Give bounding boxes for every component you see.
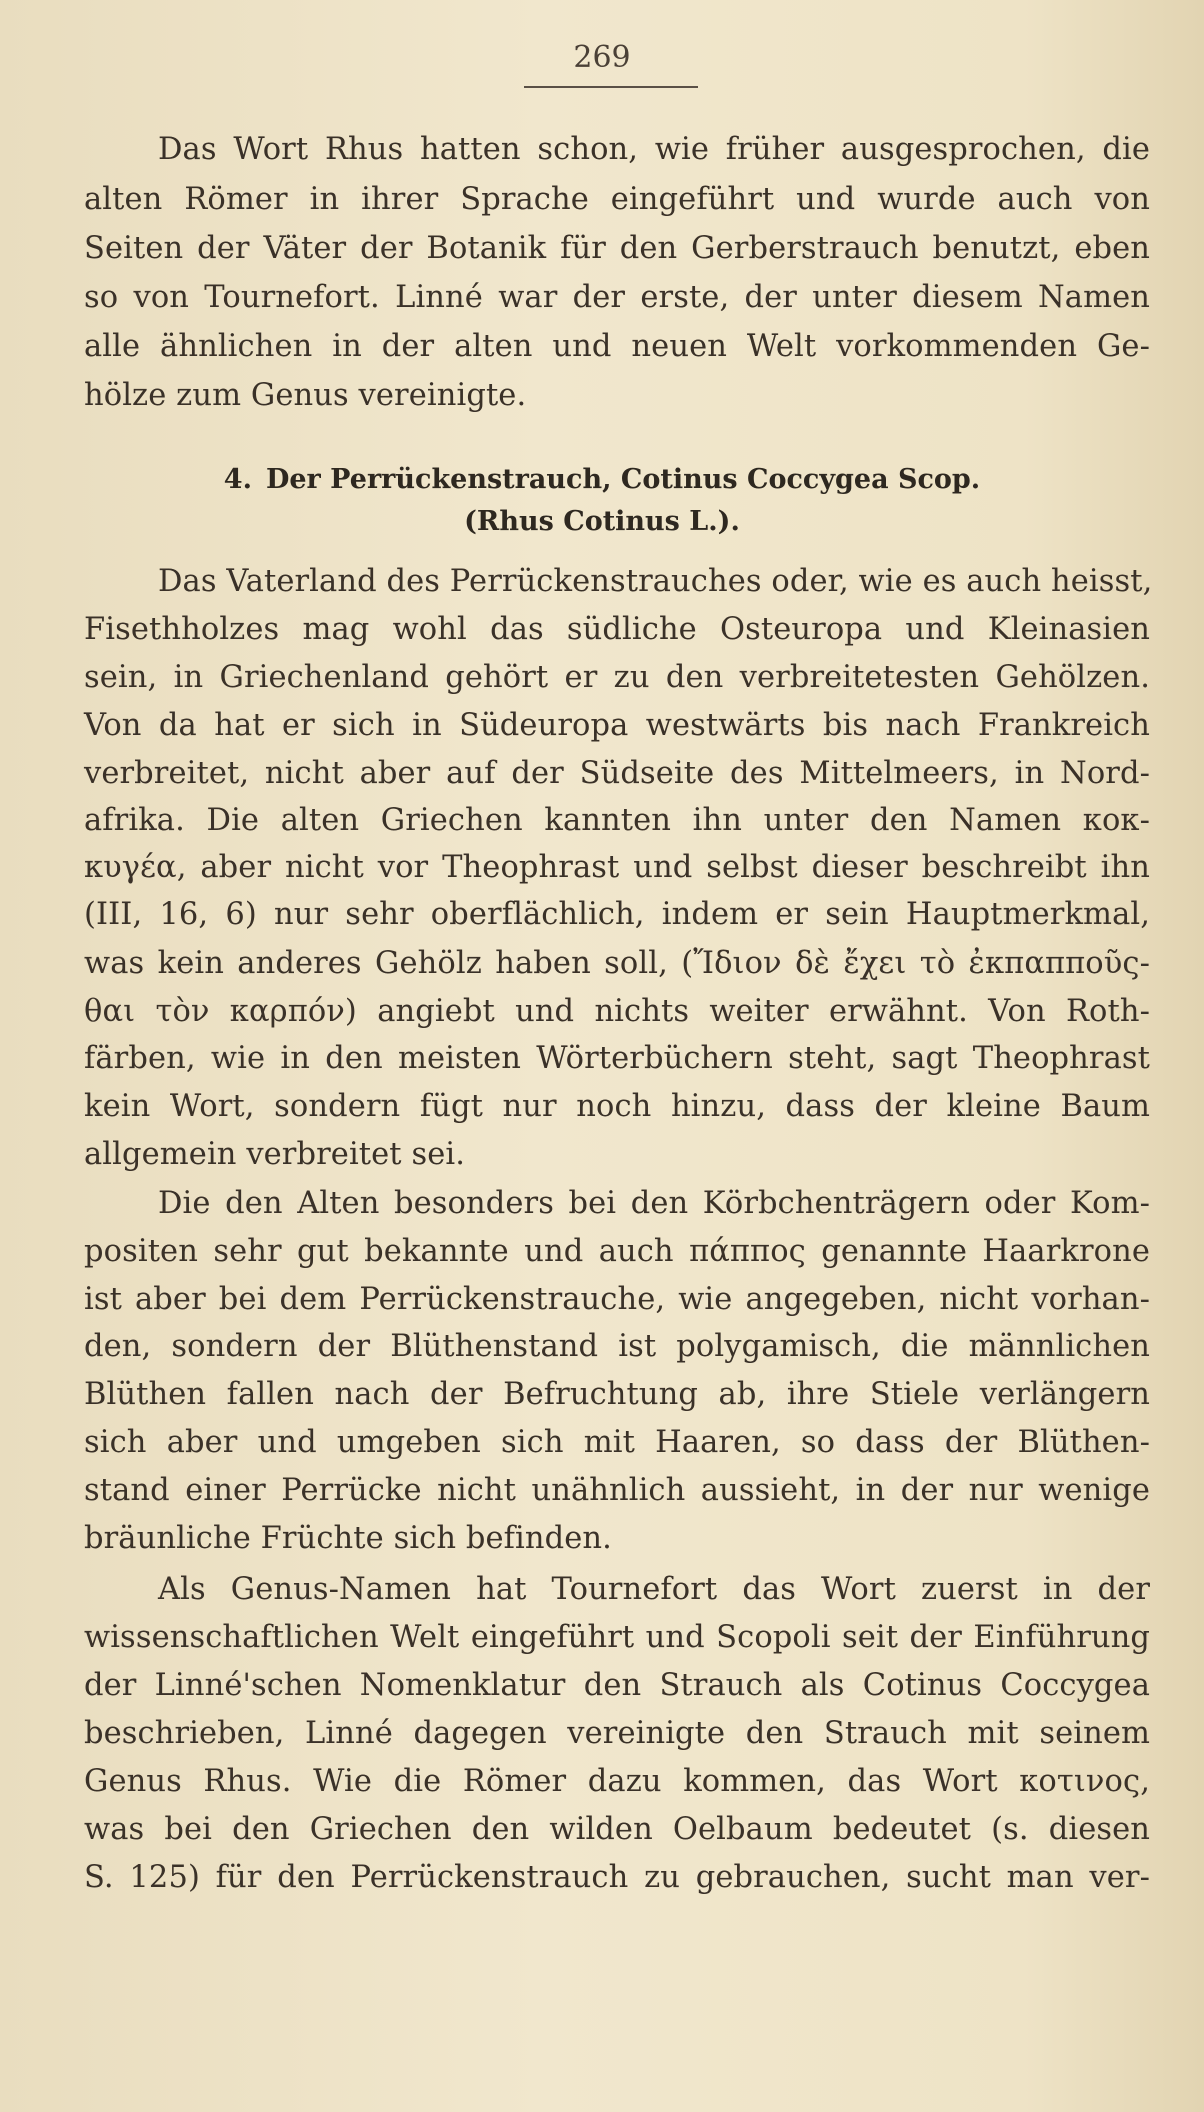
page-number: 269 — [573, 40, 631, 75]
text-line: ist aber bei dem Perrückenstrauche, wie angegeben, nicht vorhan- — [84, 1282, 1150, 1317]
section-heading — [0, 460, 1204, 500]
text-line: Die den Alten besonders bei den Körbchenträgern oder Kom- — [158, 1186, 1150, 1221]
text-line: Das Vaterland des Perrückenstrauches oder, wie es auch heisst, — [158, 564, 1153, 599]
text-line: der Linné'schen Nomenklatur den Strauch als Cotinus Coccygea — [84, 1668, 1150, 1703]
text-line: Seiten der Väter der Botanik für den Gerberstrauch benutzt, eben — [84, 231, 1150, 266]
text-line: Fisethholzes mag wohl das südliche Osteuropa und Kleinasien — [84, 612, 1150, 647]
text-line: kein Wort, sondern fügt nur noch hinzu, dass der kleine Baum — [84, 1089, 1150, 1124]
text-line: was bei den Griechen den wilden Oelbaum bedeutet (s. diesen — [84, 1812, 1150, 1847]
text-line: positen sehr gut bekannte und auch πάππος genannte Haarkrone — [84, 1234, 1150, 1269]
text-line: wissenschaftlichen Welt eingeführt und Scopoli seit der Einführung — [84, 1620, 1150, 1655]
text-line: Als Genus-Namen hat Tournefort das Wort zuerst in der — [158, 1572, 1150, 1607]
text-line: (III, 16, 6) nur sehr oberflächlich, indem er sein Hauptmerkmal, — [84, 897, 1150, 932]
text-line: alle ähnlichen in der alten und neuen Welt vorkommenden Ge- — [84, 329, 1150, 364]
section-number: 4. — [223, 464, 252, 495]
text-line: den, sondern der Blüthenstand ist polygamisch, die männlichen — [84, 1329, 1150, 1364]
text-line: Von da hat er sich in Südeuropa westwärts bis nach Frankreich — [84, 708, 1150, 743]
text-line: was kein anderes Gehölz haben soll, (Ἴδιον δὲ ἔχει τὸ ἐκπαπποῦς- — [84, 946, 1150, 981]
page-number-rule — [524, 86, 698, 88]
text-line: verbreitet, nicht aber auf der Südseite des Mittelmeers, in Nord- — [84, 756, 1150, 791]
text-line: allgemein verbreitet sei. — [84, 1137, 466, 1172]
text-line: sein, in Griechenland gehört er zu den verbreitetesten Gehölzen. — [84, 660, 1150, 695]
text-line: bräunliche Früchte sich befinden. — [84, 1521, 612, 1556]
text-line: so von Tournefort. Linné war der erste, der unter diesem Namen — [84, 280, 1150, 315]
text-line: färben, wie in den meisten Wörterbüchern steht, sagt Theophrast — [84, 1041, 1150, 1076]
text-line: afrika. Die alten Griechen kannten ihn unter den Namen κοκ- — [84, 803, 1150, 838]
text-line: Blüthen fallen nach der Befruchtung ab, ihre Stiele verlängern — [84, 1377, 1150, 1412]
text-line: κυγέα, aber nicht vor Theophrast und selbst dieser beschreibt ihn — [84, 850, 1150, 885]
text-line: Genus Rhus. Wie die Römer dazu kommen, das Wort κοτινος, — [84, 1764, 1150, 1799]
text-line: stand einer Perrücke nicht unähnlich aussieht, in der nur wenige — [84, 1473, 1150, 1508]
text-line: θαι τὸν καρπόν) angiebt und nichts weiter erwähnt. Von Roth- — [84, 994, 1150, 1029]
text-line: sich aber und umgeben sich mit Haaren, so dass der Blüthen- — [84, 1425, 1150, 1460]
section-title: Der Perrückenstrauch, Cotinus Coccygea Scop. — [265, 464, 981, 495]
section-subtitle: (Rhus Cotinus L.). — [464, 506, 740, 537]
text-line: beschrieben, Linné dagegen vereinigte den Strauch mit seinem — [84, 1716, 1150, 1751]
text-line: Das Wort Rhus hatten schon, wie früher ausgesprochen, die — [158, 132, 1150, 167]
text-line: S. 125) für den Perrückenstrauch zu gebrauchen, sucht man ver- — [84, 1860, 1150, 1895]
text-line: hölze zum Genus vereinigte. — [84, 378, 527, 413]
text-line: alten Römer in ihrer Sprache eingeführt und wurde auch von — [84, 182, 1150, 217]
